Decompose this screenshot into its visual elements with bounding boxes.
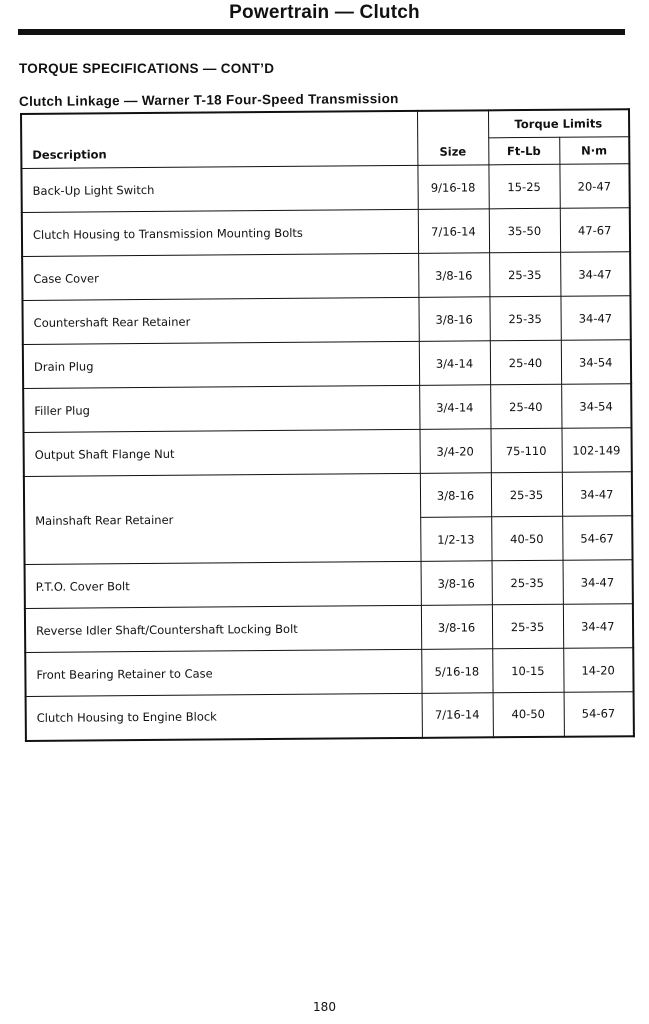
row-n-m: 54-67 [562, 516, 632, 561]
row-size: 9/16-18 [417, 165, 488, 210]
row-ft-lb: 25-35 [492, 604, 563, 649]
column-header-ft-lb: Ft-Lb [488, 137, 559, 165]
table-row [26, 692, 634, 741]
table-row [23, 384, 631, 433]
row-ft-lb: 25-35 [491, 472, 562, 517]
row-n-m: 54-67 [564, 692, 634, 737]
row-size: 3/4-14 [419, 385, 490, 430]
row-size: 3/4-20 [419, 429, 490, 474]
row-description: Front Bearing Retainer to Case [25, 649, 421, 696]
row-ft-lb: 15-25 [488, 164, 559, 209]
column-header-n-m: N·m [559, 137, 629, 165]
torque-spec-table-container [20, 108, 636, 741]
table-row [22, 208, 630, 257]
row-size: 7/16-14 [422, 693, 493, 738]
row-ft-lb: 40-50 [491, 516, 562, 561]
column-group-header-torque-limits: Torque Limits [488, 109, 629, 138]
row-description: Countershaft Rear Retainer [22, 297, 418, 344]
row-description: Drain Plug [23, 341, 419, 388]
row-size: 3/8-16 [418, 253, 489, 298]
page-title: Powertrain — Clutch [229, 2, 420, 23]
row-n-m: 34-54 [561, 340, 631, 385]
column-header-description: Description [21, 111, 417, 169]
row-description: Clutch Housing to Engine Block [26, 693, 422, 740]
row-ft-lb: 35-50 [489, 208, 560, 253]
row-description: P.T.O. Cover Bolt [25, 561, 421, 608]
table-row [21, 164, 629, 213]
row-n-m: 34-54 [561, 384, 631, 429]
row-ft-lb: 10-15 [492, 648, 563, 693]
table-row [22, 252, 630, 301]
table-row [25, 560, 633, 609]
table-row [22, 296, 630, 345]
row-n-m: 20-47 [559, 164, 629, 209]
row-n-m: 34-47 [560, 296, 630, 341]
table-row [25, 604, 633, 653]
row-size: 3/8-16 [418, 297, 489, 342]
row-size: 7/16-14 [418, 209, 489, 254]
row-ft-lb: 25-40 [490, 340, 561, 385]
row-description: Output Shaft Flange Nut [24, 429, 420, 476]
row-ft-lb: 25-35 [492, 560, 563, 605]
row-size: 5/16-18 [421, 649, 492, 694]
table-row [24, 428, 632, 477]
row-n-m: 34-47 [563, 560, 633, 605]
row-description: Reverse Idler Shaft/Countershaft Locking Bolt [25, 605, 421, 652]
row-size: 3/8-16 [420, 473, 491, 518]
column-header-size: Size [417, 110, 488, 165]
row-size: 3/4-14 [419, 341, 490, 386]
row-n-m: 102-149 [561, 428, 631, 473]
table-row [25, 648, 633, 697]
row-ft-lb: 25-40 [490, 384, 561, 429]
row-ft-lb: 75-110 [490, 428, 561, 473]
title-rule [18, 29, 625, 35]
row-n-m: 14-20 [563, 648, 633, 693]
page-number: 180 [313, 1000, 336, 1014]
row-description: Filler Plug [23, 385, 419, 432]
table-caption: Clutch Linkage — Warner T-18 Four-Speed Transmission [18, 91, 399, 109]
table-row [23, 340, 631, 389]
row-size: 3/8-16 [421, 561, 492, 606]
row-description: Clutch Housing to Transmission Mounting Bolts [22, 209, 418, 256]
row-description: Back-Up Light Switch [21, 165, 417, 212]
row-n-m: 34-47 [563, 604, 633, 649]
row-ft-lb: 25-35 [489, 252, 560, 297]
row-description: Case Cover [22, 253, 418, 300]
row-size: 1/2-13 [420, 517, 491, 562]
row-n-m: 47-67 [560, 208, 630, 253]
row-description: Mainshaft Rear Retainer [24, 473, 421, 564]
row-size: 3/8-16 [421, 605, 492, 650]
row-n-m: 34-47 [560, 252, 630, 297]
row-ft-lb: 25-35 [489, 296, 560, 341]
table-row [24, 472, 632, 521]
torque-spec-table [20, 108, 635, 741]
row-ft-lb: 40-50 [493, 692, 564, 737]
row-n-m: 34-47 [562, 472, 632, 517]
section-heading: TORQUE SPECIFICATIONS — CONT’D [19, 61, 275, 76]
